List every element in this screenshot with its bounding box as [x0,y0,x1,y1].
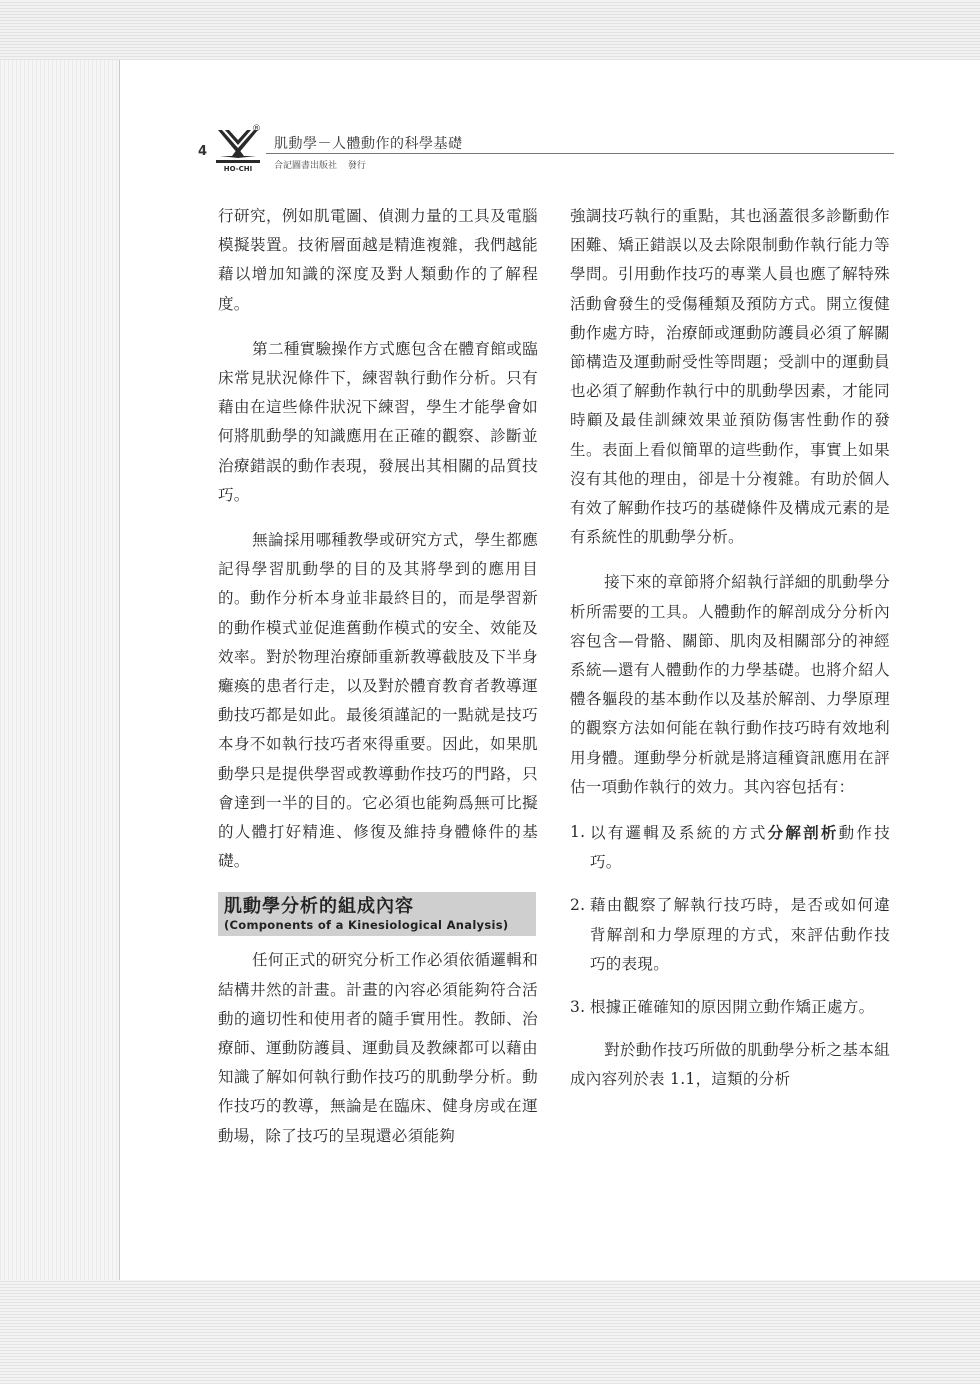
registered-mark: ® [252,124,261,134]
list-text-part: 動作技巧。 [590,824,890,872]
list-text [590,818,890,877]
right-column [570,202,890,1111]
numbered-list [570,818,890,1022]
list-text: 藉由觀察了解執行技巧時，是否或如何違背解剖和力學原理的方式，來評估動作技巧的表現。 [590,896,890,973]
paragraph: 任何正式的研究分析工作必須依循邏輯和結構井然的計畫。計畫的內容必須能夠符合活動的適切性和使用者的隨手實用性。教師、治療師、運動防護員、運動員及教練都可以藉由知識了解如何執行動作技巧的肌動學分析。動作技巧的教導，無論是在臨床、健身房或在運動場，除了技巧的呈現還必須能夠 [218,951,538,1145]
book-title: 肌動學－人體動作的科學基礎 [274,136,463,152]
paragraph: 第二種實驗操作方式應包含在體育館或臨床常見狀況條件下，練習執行動作分析。只有藉由在這些條件狀況下練習，學生才能學會如何將肌動學的知識應用在正確的觀察、診斷並治療錯誤的動作表現，發展出其相關的品質技巧。 [218,339,538,504]
page-edge [119,60,120,1280]
list-item [570,818,890,877]
scan-top-border [0,0,980,60]
paragraph: 強調技巧執行的重點，其也涵蓋很多診斷動作困難、矯正錯誤以及去除限制動作執行能力等學問。引用動作技巧的專業人員也應了解特殊活動會發生的受傷種類及預防方式。開立復健動作處方時，治療師或運動防護員必須了解關節構造及運動耐受性等問題；受訓中的運動員也必須了解動作執行中的肌動學因素，才能同時顧及最佳訓練效果並預防傷害性動作的發生。表面上看似簡單的這些動作，事實上如果沒有其他的理由，卻是十分複雜。有助於個人有效了解動作技巧的基礎條件及構成元素的是有系統性的肌動學分析。 [570,207,890,547]
list-item [570,993,890,1022]
list-number: 1. [570,823,586,842]
paragraph: 對於動作技巧所做的肌動學分析之基本組成內容列於表 1.1，這類的分析 [570,1041,890,1089]
section-heading [218,892,536,936]
logo-mark-icon [216,130,260,163]
page-number: 4 [198,144,208,159]
publisher-logo [214,128,262,172]
scan-left-border [0,60,120,1280]
list-text: 根據正確確知的原因開立動作矯正處方。 [590,998,875,1017]
scan-bottom-border [0,1280,980,1384]
list-item [570,891,890,979]
paragraph: 接下來的章節將介紹執行詳細的肌動學分析所需要的工具。人體動作的解剖成分分析內容包含—骨骼、關節、肌肉及相關部分的神經系統—還有人體動作的力學基礎。也將介紹人體各軀段的基本動作以及基於解剖、力學原理的觀察方法如何能在執行動作技巧時有效地利用身體。運動學分析就是將這種資訊應用在評估一項動作執行的效力。其內容包括有： [570,573,890,796]
logo-text: HO-CHI [223,165,253,172]
publisher-line: 合記圖書出版社 發行 [274,161,366,171]
paragraph: 無論採用哪種教學或研究方式，學生都應記得學習肌動學的目的及其將學到的應用目的。動作分析本身並非最終目的，而是學習新的動作模式並促進舊動作模式的安全、效能及效率。對於物理治療師重新教導截肢及下半身癱瘓的患者行走，以及對於體育教育者教導運動技巧都是如此。最後須謹記的一點就是技巧本身不如執行技巧者來得重要。因此，如果肌動學只是提供學習或教導動作技巧的門路，只會達到一半的目的。它必須也能夠爲無可比擬的人體打好精進、修復及維持身體條件的基礎。 [218,531,538,871]
paragraph: 行研究，例如肌電圖、偵測力量的工具及電腦模擬裝置。技術層面越是精進複雜，我們越能藉以增加知識的深度及對人類動作的了解程度。 [218,207,538,313]
section-heading-english: (Components of a Kinesiological Analysis) [224,918,509,933]
list-number: 2. [570,896,586,915]
list-number: 3. [570,998,586,1017]
header-rule [266,153,894,154]
section-heading-chinese: 肌動學分析的組成內容 [224,896,414,918]
list-text-part: 以有邏輯及系統的方式 [590,824,768,843]
list-text-emphasis: 分解剖析 [767,823,839,843]
left-column [218,202,538,1167]
